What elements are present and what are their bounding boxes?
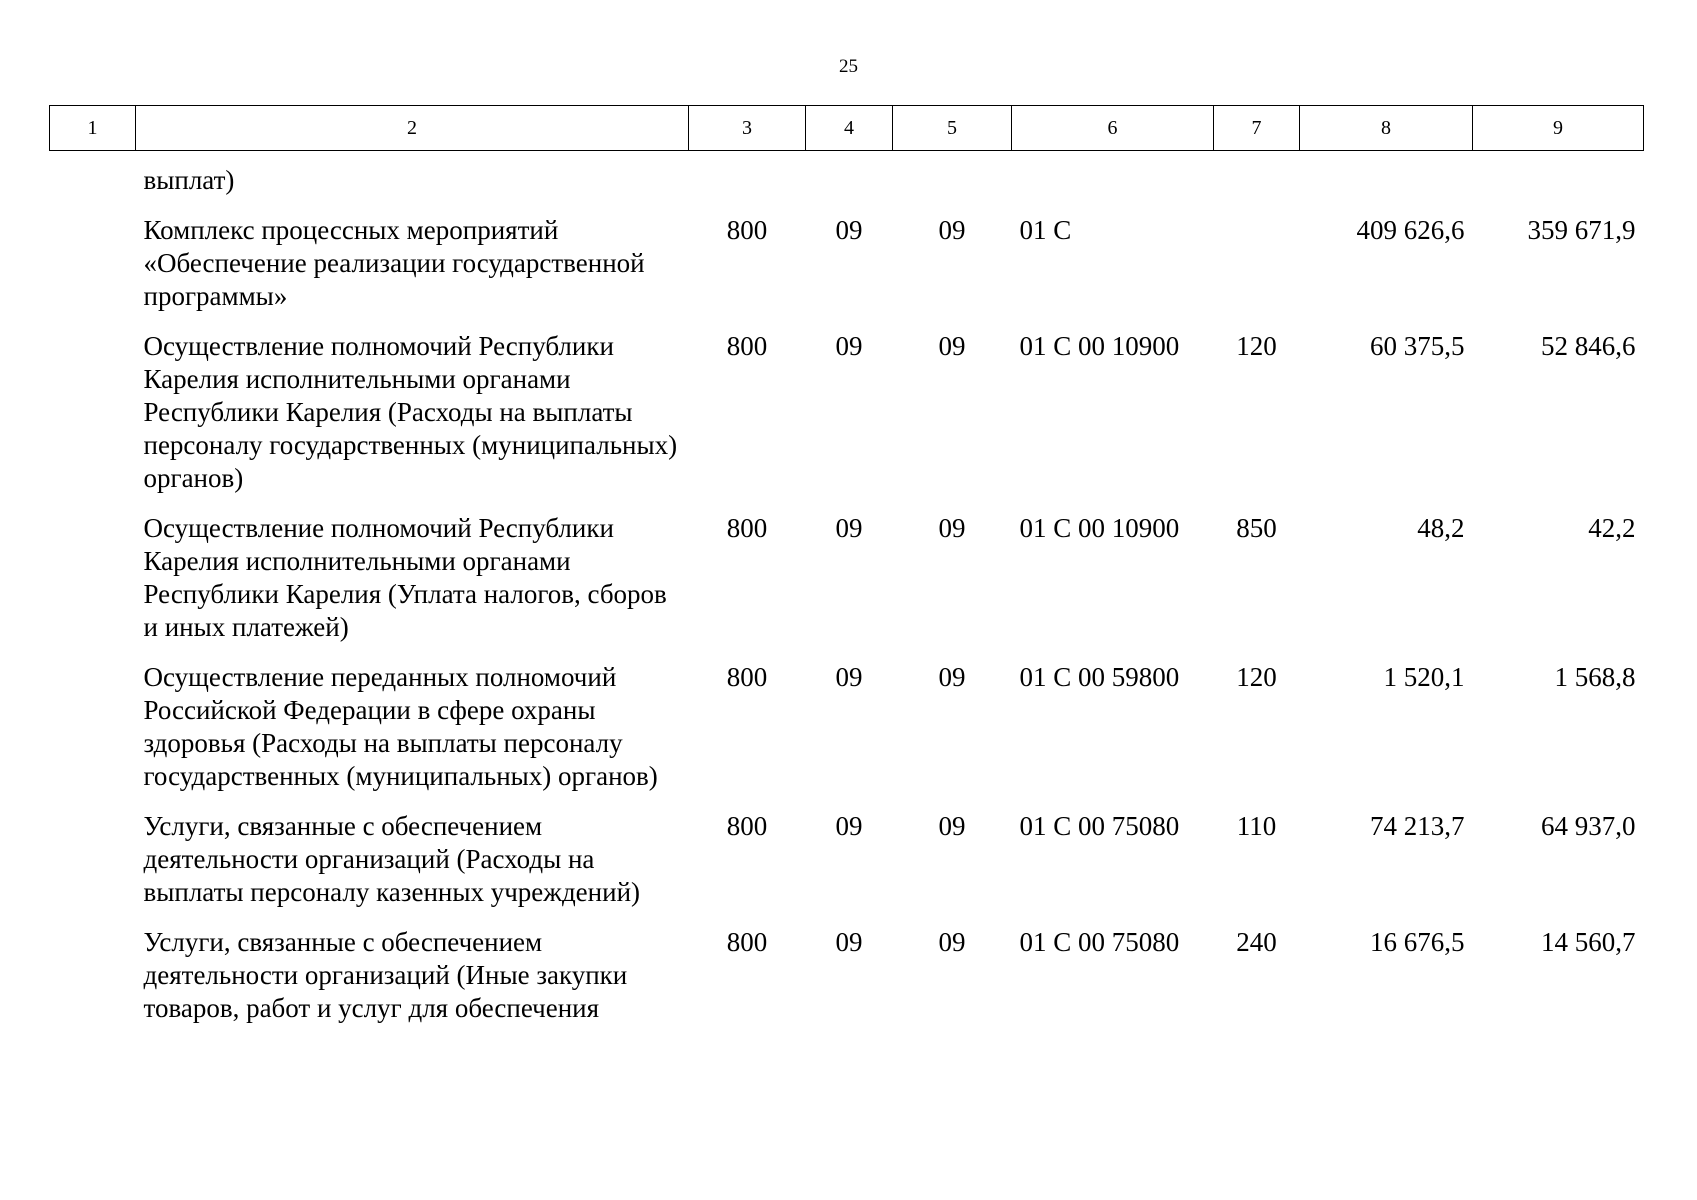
expense-type-cell: 120 <box>1236 662 1277 692</box>
subsection-code-cell: 09 <box>938 215 966 245</box>
amount-col9-cell: 14 560,7 <box>1541 927 1636 957</box>
expense-name-cell: Услуги, связанные с обеспечением деятельности организаций (Иные закупки товаров, работ и услуг для обеспечения <box>143 927 628 1023</box>
column-header-6: 6 <box>1012 106 1214 151</box>
row-number-cell <box>50 151 136 198</box>
amount-col8-cell: 74 213,7 <box>1370 811 1465 841</box>
section-code-cell: 09 <box>835 662 863 692</box>
column-header-7: 7 <box>1214 106 1300 151</box>
expense-name-cell: Осуществление полномочий Республики Карелия исполнительными органами Республики Карелия (Уплата налогов, сборов и иных платежей) <box>143 513 667 642</box>
subsection-code-cell: 09 <box>938 811 966 841</box>
column-header-3: 3 <box>689 106 806 151</box>
table-row <box>50 644 1644 793</box>
subsection-code-cell: 09 <box>938 513 966 543</box>
column-header-4: 4 <box>806 106 893 151</box>
ministry-code-cell: 800 <box>726 331 768 361</box>
amount-col8-cell <box>1300 151 1473 198</box>
expense-name-cell: выплат) <box>143 165 235 195</box>
table-row <box>50 793 1644 909</box>
subsection-code-cell: 09 <box>938 927 966 957</box>
column-header-2: 2 <box>136 106 689 151</box>
expense-type-cell: 110 <box>1236 811 1277 841</box>
amount-col9-cell <box>1473 151 1644 198</box>
amount-col9-cell: 64 937,0 <box>1541 811 1636 841</box>
expense-type-cell <box>1214 197 1300 313</box>
section-code-cell: 09 <box>835 811 863 841</box>
amount-col8-cell: 1 520,1 <box>1383 662 1465 692</box>
amount-col8-cell: 60 375,5 <box>1370 331 1465 361</box>
ministry-code-cell: 800 <box>726 513 768 543</box>
column-number-header-row <box>50 106 1644 151</box>
row-number-cell <box>50 793 136 909</box>
row-number-cell <box>50 909 136 1025</box>
amount-col9-cell: 359 671,9 <box>1527 215 1636 245</box>
amount-col9-cell: 42,2 <box>1588 513 1636 543</box>
amount-col8-cell: 16 676,5 <box>1370 927 1465 957</box>
section-code-cell: 09 <box>835 927 863 957</box>
target-article-cell: 01 С 00 10900 <box>1019 331 1180 361</box>
column-header-5: 5 <box>893 106 1012 151</box>
table-row <box>50 313 1644 495</box>
ministry-code-cell: 800 <box>726 215 768 245</box>
expense-name-cell: Услуги, связанные с обеспечением деятельности организаций (Расходы на выплаты персоналу казенных учреждений) <box>143 811 641 907</box>
table-row <box>50 495 1644 644</box>
row-number-cell <box>50 197 136 313</box>
target-article-cell <box>1012 151 1214 198</box>
table-row <box>50 197 1644 313</box>
section-code-cell: 09 <box>835 331 863 361</box>
target-article-cell: 01 С 00 59800 <box>1019 662 1180 692</box>
expense-name-cell: Осуществление переданных полномочий Российской Федерации в сфере охраны здоровья (Расходы на выплаты персоналу государственных (муниципальных) органов) <box>143 662 658 791</box>
subsection-code-cell <box>893 151 1012 198</box>
ministry-code-cell: 800 <box>726 927 768 957</box>
ministry-code-cell <box>689 151 806 198</box>
subsection-code-cell: 09 <box>938 331 966 361</box>
row-number-cell <box>50 644 136 793</box>
expense-name-cell: Комплекс процессных мероприятий «Обеспечение реализации государственной программы» <box>143 215 645 311</box>
expense-type-cell <box>1214 151 1300 198</box>
section-code-cell: 09 <box>835 513 863 543</box>
amount-col8-cell: 48,2 <box>1417 513 1465 543</box>
target-article-cell: 01 С 00 75080 <box>1019 927 1180 957</box>
column-header-9: 9 <box>1473 106 1644 151</box>
amount-col9-cell: 52 846,6 <box>1541 331 1636 361</box>
expense-type-cell: 120 <box>1236 331 1277 361</box>
page-number: 25 <box>839 56 858 77</box>
section-code-cell: 09 <box>835 215 863 245</box>
expense-type-cell: 850 <box>1236 513 1277 543</box>
budget-table <box>49 105 1644 1025</box>
section-code-cell <box>806 151 893 198</box>
amount-col9-cell: 1 568,8 <box>1554 662 1636 692</box>
table-row <box>50 909 1644 1025</box>
column-header-1: 1 <box>50 106 136 151</box>
table-row <box>50 151 1644 198</box>
target-article-cell: 01 С <box>1019 215 1072 245</box>
target-article-cell: 01 С 00 75080 <box>1019 811 1180 841</box>
amount-col8-cell: 409 626,6 <box>1356 215 1465 245</box>
row-number-cell <box>50 313 136 495</box>
row-number-cell <box>50 495 136 644</box>
ministry-code-cell: 800 <box>726 662 768 692</box>
column-header-8: 8 <box>1300 106 1473 151</box>
ministry-code-cell: 800 <box>726 811 768 841</box>
subsection-code-cell: 09 <box>938 662 966 692</box>
expense-name-cell: Осуществление полномочий Республики Карелия исполнительными органами Республики Карелия (Расходы на выплаты персоналу государственных (муниципальных) органов) <box>143 331 678 493</box>
expense-type-cell: 240 <box>1236 927 1277 957</box>
target-article-cell: 01 С 00 10900 <box>1019 513 1180 543</box>
